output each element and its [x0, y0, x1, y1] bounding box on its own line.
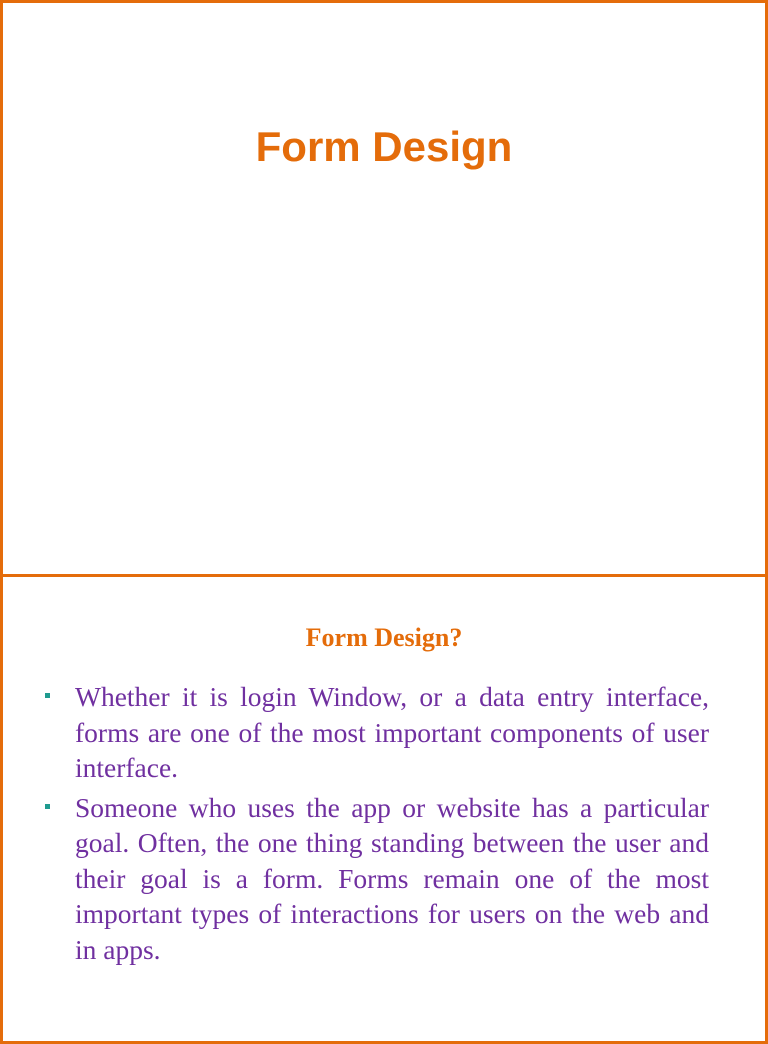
square-bullet-icon [45, 693, 50, 698]
bullet-text: Someone who uses the app or website has a particular goal. Often, the one thing standing between the user and their goal is a form. Forms remain one of the most important types of interactions for users on the web and in apps. [75, 791, 709, 965]
content-slide [0, 574, 768, 1044]
square-bullet-icon [45, 804, 50, 809]
bullet-text: Whether it is login Window, or a data entry interface, forms are one of the most important components of user interface. [75, 681, 709, 783]
bullet-item [41, 679, 709, 786]
slide-heading: Form Design? [305, 623, 463, 652]
slide-title: Form Design [255, 123, 513, 170]
bullet-list [41, 679, 709, 971]
bullet-item [41, 790, 709, 968]
